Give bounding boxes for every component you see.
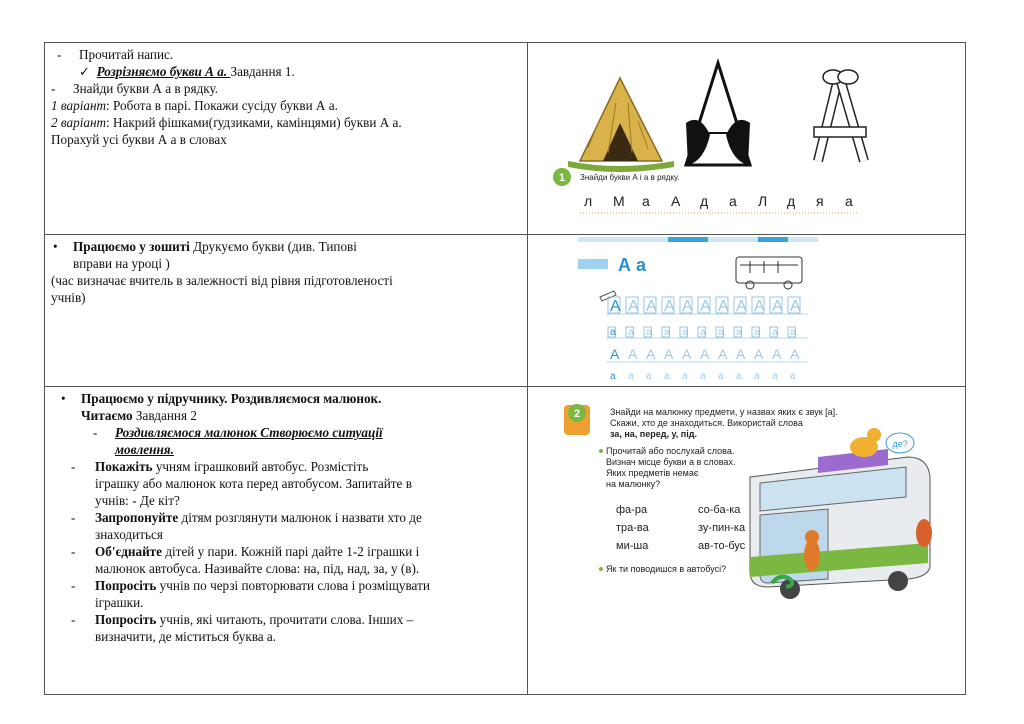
- row3-p2c: знаходиться: [95, 527, 163, 542]
- row3-line4: мовлення.: [115, 442, 174, 457]
- copy-letter: А: [609, 298, 621, 315]
- row3-line1: • Працюємо у підручнику. Роздивляємося малюнок.: [61, 391, 382, 406]
- row1-line6: Порахуй усі букви А а в словах: [51, 132, 227, 147]
- speech-bubble: [886, 433, 914, 453]
- copy-letter: а: [663, 371, 670, 381]
- copy-letter: А: [645, 298, 657, 315]
- copy-letter: а: [645, 327, 652, 338]
- letter-item: а: [728, 193, 737, 209]
- copy-letter: А: [663, 298, 675, 315]
- row2-line2: вправи на уроці ): [73, 256, 170, 271]
- copy-letter: а: [699, 327, 706, 338]
- copy-letter: А: [717, 298, 729, 315]
- copy-letter: а: [753, 371, 760, 381]
- copy-letter: А: [717, 346, 727, 362]
- copy-letter: а: [627, 327, 634, 338]
- row3-p1c: іграшку або малюнок кота перед автобусом. Запитайте в: [95, 476, 412, 491]
- task-number: 2: [573, 408, 580, 420]
- letter-a-illustration: [528, 43, 965, 229]
- row3-p2: - Запропонуйте дітям розглянути малюнок і назвати хто де: [71, 510, 422, 525]
- row2-line4: учнів): [51, 290, 86, 305]
- copy-letter: А: [771, 346, 781, 362]
- syllable-word: зу-пин-ка: [697, 522, 745, 534]
- row3-line3: - Роздивляємося малюнок Створюємо ситуації: [93, 425, 383, 440]
- copy-letter: а: [645, 371, 652, 381]
- copy-letter: а: [681, 371, 688, 381]
- copy-letter: А: [681, 298, 693, 315]
- bird-a-icon: [686, 63, 750, 165]
- task-line1: Знайди на малюнку предмети, у назвах яких є звук [а].: [609, 407, 838, 417]
- copy-letter: а: [735, 371, 742, 381]
- row3-line2: Читаємо Завдання 2: [81, 408, 197, 423]
- row2-text-cell: [45, 235, 528, 387]
- row1-line1: - Прочитай напис.: [57, 47, 174, 62]
- copy-letter: А: [681, 346, 691, 362]
- letter-item: а: [641, 193, 650, 209]
- syllable-word: со-ба-ка: [697, 504, 740, 516]
- row3-p5c: визначити, де міститься буква а.: [95, 629, 277, 644]
- syllable-word: тра-ва: [615, 522, 649, 534]
- copy-letter: А: [789, 346, 799, 362]
- task-instruction: Знайди букви А і а в рядку.: [579, 173, 679, 182]
- copy-letter: А: [699, 346, 709, 362]
- copy-letter: а: [771, 371, 778, 381]
- copy-letter: а: [735, 327, 742, 338]
- row3-text-cell: [45, 387, 528, 695]
- copy-letter: А: [627, 346, 637, 362]
- copy-letter: а: [717, 327, 724, 338]
- letter-item: М: [612, 193, 625, 209]
- copy-letter: а: [789, 327, 796, 338]
- copy-letter: А: [771, 298, 783, 315]
- letter-item: Л: [757, 193, 767, 209]
- syllable-word: ав-то-бус: [697, 540, 745, 552]
- letter-item: А: [670, 193, 680, 209]
- bullet-line2: Визнач місце букви а в словах.: [605, 457, 735, 467]
- syllable-word: фа-ра: [615, 504, 647, 516]
- copy-letter: А: [699, 298, 711, 315]
- row1-text-cell: [45, 43, 528, 235]
- row3-p1d: учнів: - Де кіт?: [95, 493, 180, 508]
- task-line2: Скажи, хто де знаходиться. Використай слова: [609, 418, 803, 428]
- row3-p4: - Попросіть учнів по черзі повторювати слова і розміщувати: [71, 578, 430, 593]
- row3-p4c: іграшки.: [95, 595, 144, 610]
- copy-letter: а: [753, 327, 760, 338]
- copy-letter: А: [753, 298, 765, 315]
- cat-icon: [804, 530, 820, 571]
- row2-line1: • Працюємо у зошиті Друкуємо букви (див. Типові: [53, 239, 357, 254]
- bullet-line4: на малюнку?: [605, 479, 660, 489]
- copy-letter: а: [717, 371, 724, 381]
- check-icon: ✓: [79, 64, 91, 79]
- row1-line2: ✓ Розрізняємо букви А а. Завдання 1.: [79, 64, 295, 79]
- task-line3: за, на, перед, у, під.: [609, 429, 697, 439]
- copy-letter: а: [627, 371, 634, 381]
- copy-letter: а: [771, 327, 778, 338]
- logs-a-icon: [800, 63, 878, 167]
- copy-letter: А: [753, 346, 763, 362]
- copy-letter: а: [609, 327, 616, 338]
- copy-letter: а: [663, 327, 670, 338]
- copy-letter: А: [645, 346, 655, 362]
- row2-picture-cell: [527, 235, 965, 387]
- copy-letter: А: [735, 298, 747, 315]
- row3-p1: - Покажіть учням іграшковий автобус. Розмістіть: [71, 459, 369, 474]
- textbook-page: [528, 387, 965, 689]
- bullet-line3: Яких предметів немає: [605, 468, 698, 478]
- row3-p3: - Об'єднайте дітей у пари. Кожній парі дайте 1-2 іграшки і: [71, 544, 420, 559]
- row1-line5: 2 варіант: Накрий фішками(ґудзиками, камінцями) букви А а.: [51, 115, 402, 130]
- copy-letter: а: [789, 371, 796, 381]
- letter-item: л: [583, 193, 592, 209]
- syllable-word: ми-ша: [615, 540, 648, 552]
- copy-letter: А: [609, 346, 619, 362]
- svg-text:де?: де?: [891, 439, 908, 449]
- row1-picture-cell: [527, 43, 965, 235]
- row3-p5: - Попросіть учнів, які читають, прочитати слова. Інших –: [71, 612, 414, 627]
- copy-letter: А: [627, 298, 639, 315]
- hut-icon: [568, 78, 674, 172]
- task-number: 1: [558, 172, 565, 184]
- row2-line3: (час визначає вчитель в залежності від рівня підготовленості: [51, 273, 393, 288]
- copy-letter: а: [609, 371, 616, 381]
- bullet-line1: Прочитай або послухай слова.: [605, 446, 734, 456]
- copy-letter: А: [735, 346, 745, 362]
- copy-letter: А: [789, 298, 801, 315]
- letter-item: а: [844, 193, 853, 209]
- letter-item: д: [699, 193, 708, 209]
- row3-p3c: малюнок автобуса. Називайте слова: на, під, над, за, у (в).: [95, 561, 420, 576]
- question-line: Як ти поводишся в автобусі?: [605, 564, 726, 574]
- copy-letter: а: [699, 371, 706, 381]
- letter-item: д: [786, 193, 795, 209]
- letter-item: я: [815, 193, 824, 209]
- row3-picture-cell: [527, 387, 965, 695]
- copy-letter: А: [663, 346, 673, 362]
- fox-icon: [916, 519, 932, 547]
- copybook-exercise: [528, 235, 965, 381]
- bus-sketch-icon: [736, 257, 802, 289]
- letter-heading: А а: [617, 255, 646, 275]
- row1-line3: - Знайди букви А а в рядку.: [51, 81, 219, 96]
- row1-line4: 1 варіант: Робота в парі. Покажи сусіду букви А а.: [51, 98, 338, 113]
- copy-letter: а: [681, 327, 688, 338]
